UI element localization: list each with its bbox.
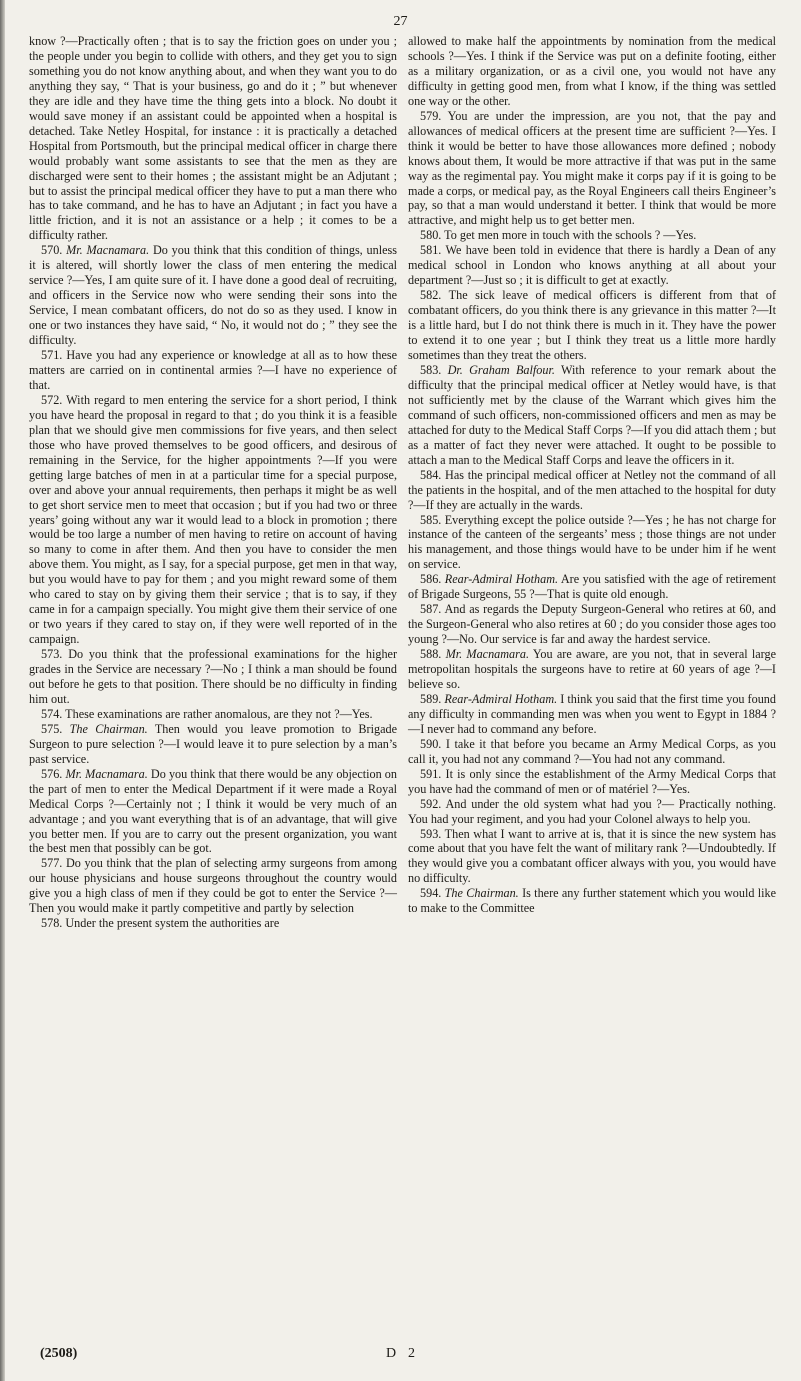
paragraph-text: Do you think that the professional examinations for the higher grades in the Service are necessary ?—No ; I think a man should be found out before he gets to that position. There should be no difficulty in finding him out. (29, 647, 398, 706)
evidence-paragraph (29, 856, 397, 916)
evidence-paragraph (408, 827, 776, 887)
right-column (408, 34, 776, 916)
paragraph-text: Is there any further statement which you would like to make to the Committee (408, 886, 777, 916)
paragraph-text: With regard to men entering the service for a short period, I think you have heard the proposal in regard to that ; do you think it is a feasible plan that we should give men commissions for five years, and then select those who have proved themselves to be good officers, and desirous of remaining in the Service, for the higher appointments ?—If you were getting large batches of men in at a particular time for a special purpose, over and above your annual requirements, then perhaps it might be as well to get short service men to meet that occasion ; but if you had two or three years’ going without any war it would lead to a block in promotion ; there would be too large a number of men having to retire on account of having so many to come in after them. And then you have to consider the men above them. You might, as I say, for a special purpose, get men in that way, but you would have to pay for them ; and you might reward some of them who cared to stay on by giving them their service ; that is to say, if they came in for a campaign specially. You might give them their service of one or two years if they cared to stay on, if they were well reported of in the campaign. (29, 392, 397, 647)
signature-letter: D (386, 1346, 397, 1361)
question-number: 587. (420, 602, 442, 617)
evidence-paragraph (29, 393, 397, 647)
paragraph-text: To get men more in touch with the schools ? —Yes. (444, 228, 697, 243)
evidence-paragraph (408, 572, 776, 602)
paragraph-text: You are aware, are you not, that in several large metropolitan hospitals the surgeons have to retire at 60 years of age ?—I believe so. (408, 647, 776, 691)
question-number: 593. (420, 826, 442, 841)
paragraph-text: Then would you leave promotion to Brigade Surgeon to pure selection ?—I would leave it to pure selection by a man’s past service. (29, 721, 398, 766)
paragraph-text: know ?—Practically often ; that is to say the friction goes on under you ; the people under you begin to collide with others, and they get you to sign something you do not know anything about, and when they want you to do anything they say, “ That is your business, go and do it ; ” but whenever they are idle and they have time the thing gets into a block. No doubt it would save money if an assistant could be appointed when a hospital is detached. Take Netley Hospital, for instance : it is practically a detached Hospital from Portsmouth, but the principal medical officer in charge there would probably want some assistants to see that the men as they are discharged were sent to their homes ; the assistant might be an Adjutant ; but to assist the principal medical officer they have to put a man there who has to take command, and he has to have an Adjutant ; in fact you have a little friction, and it is not an assistance or a help ; it comes to be a difficulty rather. (29, 34, 397, 243)
paragraph-text: Everything except the police outside ?—Yes ; he has not charge for instance of the canteen of the sergeants’ mess ; those things are not under his management, and those things would have to be under him if he went on service. (408, 512, 777, 572)
paragraph-text: These examinations are rather anomalous, are they not ?—Yes. (65, 706, 373, 721)
question-number: 581. (420, 243, 442, 258)
page-number: 27 (393, 14, 408, 29)
question-number: 580. (420, 228, 442, 243)
question-number: 589. (420, 691, 442, 706)
print-code: (2508) (40, 1346, 78, 1361)
question-number: 591. (420, 766, 442, 781)
paragraph-text: The sick leave of medical officers is different from that of combatant officers, do you think there is any grievance in this matter ?—It is a little hard, but I do not think there is much in it. They have the power to extend it to one year ; but I think they treat us a little more hardly sometimes than they treat the others. (408, 288, 777, 363)
evidence-paragraph (408, 288, 776, 363)
evidence-paragraph (29, 767, 397, 857)
evidence-paragraph (408, 692, 776, 737)
page-binding-edge (0, 0, 5, 1381)
question-number: 583. (420, 362, 442, 377)
evidence-paragraph (29, 722, 397, 767)
question-number: 575. (41, 721, 63, 736)
paragraph-text: Under the present system the authorities are (65, 916, 280, 931)
paragraph-text: I think you said that the first time you found any difficulty in commanding men was when you went to Egypt in 1884 ?—I never had to command any before. (408, 691, 776, 736)
question-number: 571. (41, 348, 63, 363)
evidence-paragraph (408, 34, 776, 109)
evidence-paragraph (408, 602, 776, 647)
question-number: 576. (41, 766, 63, 781)
paragraph-text: Do you think that this condition of things, unless it is altered, will shortly lower the class of men entering the medical service ?—Yes, I am quite sure of it. I have done a good deal of recruiting, and officers in the Service now who were sending their sons into the Service, I mean combatant officers, do not do so as they used. I know in one or two instances they have said, “ No, it would not do ; ” they see the difficulty. (29, 243, 398, 348)
evidence-paragraph (29, 707, 397, 722)
evidence-paragraph (29, 916, 397, 931)
paragraph-text: Are you satisfied with the age of retirement of Brigade Surgeons, 55 ?—That is quite old enough. (408, 572, 776, 602)
evidence-paragraph (29, 348, 397, 393)
speaker-name: The Chairman. (69, 721, 148, 736)
evidence-paragraph (408, 468, 776, 513)
paragraph-text: Do you think that there would be any objection on the part of men to enter the Medical Department if it were made a Royal Medical Corps ?—Certainly not ; I think it would be very much of an advantage ; and you want everything that is of an advantage, that will give you better men. If you are to carry out the present organization, you want the best men that possibly can be got. (29, 766, 397, 856)
evidence-paragraph (29, 243, 397, 348)
question-number: 572. (41, 392, 63, 407)
evidence-paragraph (408, 513, 776, 573)
question-number: 594. (420, 886, 442, 901)
signature-number: 2 (408, 1346, 415, 1361)
paragraph-text: With reference to your remark about the difficulty that the principal medical officer at Netley would have, is that not sufficiently met by the clause of the Warrant which gives him the command of such officers, non-commissioned officers and men as may be attached for duty to the Medical Staff Corps ?—If you did attach them ; but as a matter of fact they never were attached. It ought to be possible to attach a man to the Medical Staff Corps and leave the officers in it. (408, 362, 777, 467)
question-number: 577. (41, 856, 63, 871)
speaker-name: Rear-Admiral Hotham. (444, 691, 558, 706)
paragraph-text: Do you think that the plan of selecting army surgeons from among our house physicians and house surgeons throughout the country would give you a high class of men if they could be got to enter the Service ?—Then you would make it partly competitive and partly by selection (29, 856, 398, 916)
question-number: 585. (420, 512, 442, 527)
left-column (29, 34, 397, 931)
paragraph-text: Have you had any experience or knowledge at all as to how these matters are carried on in continental armies ?—I have no experience of that. (29, 348, 398, 392)
evidence-paragraph (408, 797, 776, 827)
evidence-paragraph (408, 737, 776, 767)
question-number: 588. (420, 647, 442, 662)
question-number: 579. (420, 108, 442, 123)
evidence-paragraph (29, 647, 397, 707)
paragraph-text: And under the old system what had you ?— Practically nothing. You had your regiment, and you had your Colonel always to help you. (408, 796, 777, 826)
question-number: 573. (41, 647, 63, 662)
question-number: 590. (420, 736, 442, 751)
speaker-name: The Chairman. (444, 886, 519, 901)
evidence-paragraph (408, 243, 776, 288)
speaker-name: Mr. Macnamara. (65, 766, 148, 781)
paragraph-text: Has the principal medical officer at Netley not the command of all the patients in the hospital, and of the men attached to the hospital for duty ?—If they are actually in the wards. (408, 467, 776, 512)
speaker-name: Dr. Graham Balfour. (447, 362, 555, 377)
paragraph-text: I take it that before you became an Army Medical Corps, as you call it, you had not any command ?—You had not any command. (408, 736, 776, 766)
question-number: 582. (420, 288, 442, 303)
paragraph-text: allowed to make half the appointments by nomination from the medical schools ?—Yes. I think if the Service was put on a definite footing, either as a military organization, or as a civil one, you would not have any difficulty in getting good men, from what I know, if the thing was settled one way or the other. (408, 34, 776, 108)
evidence-paragraph (408, 886, 776, 916)
evidence-paragraph (408, 647, 776, 692)
question-number: 578. (41, 916, 63, 931)
evidence-paragraph (408, 767, 776, 797)
evidence-paragraph (29, 34, 397, 243)
question-number: 586. (420, 572, 442, 587)
paragraph-text: We have been told in evidence that there is hardly a Dean of any medical school in London who knows anything at all about your department ?—Just so ; it is difficult to get at exactly. (408, 243, 777, 288)
speaker-name: Mr. Macnamara. (66, 243, 150, 258)
paragraph-text: It is only since the establishment of the Army Medical Corps that you have had the command of men or of matériel ?—Yes. (408, 766, 776, 796)
paragraph-text: And as regards the Deputy Surgeon-General who retires at 60, and the Surgeon-General who also retires at 60 ; do you consider those ages too young ?—No. Our service is far and away the hardest service. (408, 602, 777, 647)
paragraph-text: You are under the impression, are you not, that the pay and allowances of medical officers at the present time are sufficient ?—Yes. I think it would be better to have those allowances more defined ; nobody knows about them, It would be more attractive if that was put in the same way as the regimental pay. You might make it corps pay if it is going to be made a corps, or medical pay, as the Royal Engineers call theirs Engineer’s pay, so that a man would understand it better. I think that would be more attractive, and might help us to get better men. (408, 108, 776, 228)
speaker-name: Mr. Macnamara. (445, 647, 530, 662)
question-number: 570. (41, 243, 63, 258)
question-number: 574. (41, 706, 63, 721)
paragraph-text: Then what I want to arrive at is, that it is since the new system has come about that you have felt the want of military rank ?—Undoubtedly. If they would give you a combatant officer always with you, you would have no difficulty. (408, 826, 776, 886)
evidence-paragraph (408, 363, 776, 468)
evidence-paragraph (408, 109, 776, 229)
evidence-paragraph (408, 228, 776, 243)
question-number: 584. (420, 467, 442, 482)
question-number: 592. (420, 796, 442, 811)
speaker-name: Rear-Admiral Hotham. (444, 572, 559, 587)
